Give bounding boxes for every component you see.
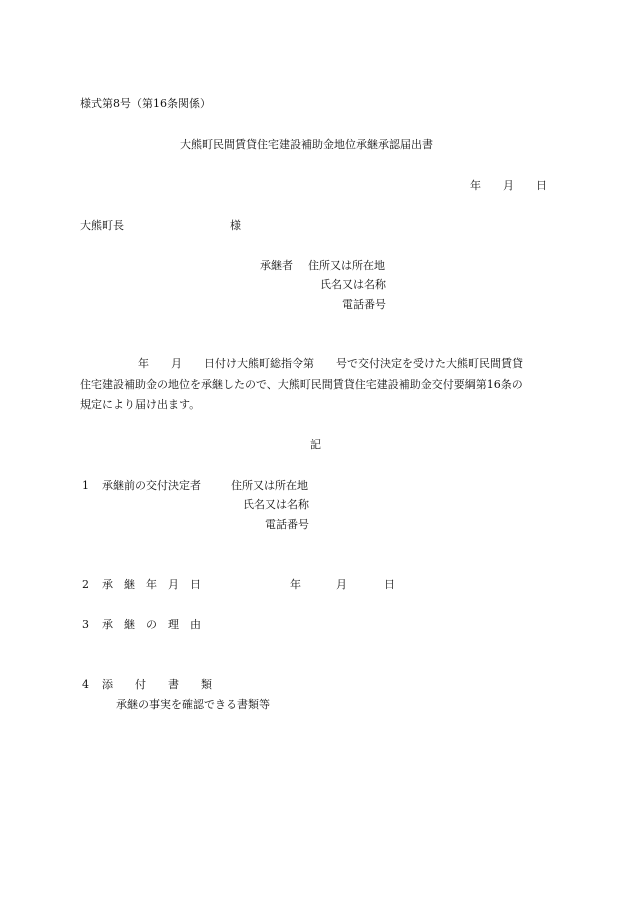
item2-number: 2 xyxy=(82,578,89,591)
item1-name-label: 氏名又は名称 xyxy=(243,498,309,511)
item1-phone-label: 電話番号 xyxy=(265,518,309,531)
addressee-suffix: 様 xyxy=(230,219,241,232)
document-title: 大熊町民間賃貸住宅建設補助金地位承継承認届出書 xyxy=(180,138,433,151)
item2-month: 月 xyxy=(336,578,347,591)
ki-heading: 記 xyxy=(310,438,321,451)
successor-phone-label: 電話番号 xyxy=(342,298,386,311)
item2-label: 承 継 年 月 日 xyxy=(102,578,201,591)
body-text-line1: 年 月 日付け大熊町総指令第 号で交付決定を受けた大熊町民間賃貸 xyxy=(138,357,523,370)
form-label: 様式第8号（第16条関係） xyxy=(80,97,211,110)
item4-label: 添 付 書 類 xyxy=(102,678,212,691)
item1-label: 承継前の交付決定者 xyxy=(102,479,201,492)
item2-year: 年 xyxy=(290,578,301,591)
successor-label: 承継者 xyxy=(260,259,293,272)
date-line: 年 月 日 xyxy=(470,179,547,192)
item1-number: 1 xyxy=(82,479,89,492)
item4-detail: 承継の事実を確認できる書類等 xyxy=(116,698,270,711)
body-text-line2: 住宅建設補助金の地位を承継したので、大熊町民間賃貸住宅建設補助金交付要綱第16条の xyxy=(80,378,523,391)
successor-name-label: 氏名又は名称 xyxy=(320,278,386,291)
addressee: 大熊町長 xyxy=(80,219,124,232)
item2-day: 日 xyxy=(384,578,395,591)
successor-address-label: 住所又は所在地 xyxy=(308,259,385,272)
item4-number: 4 xyxy=(82,678,89,691)
body-text-line3: 規定により届け出ます。 xyxy=(80,398,201,411)
item3-number: 3 xyxy=(82,618,89,631)
item1-address-label: 住所又は所在地 xyxy=(231,479,308,492)
item3-label: 承 継 の 理 由 xyxy=(102,618,201,631)
